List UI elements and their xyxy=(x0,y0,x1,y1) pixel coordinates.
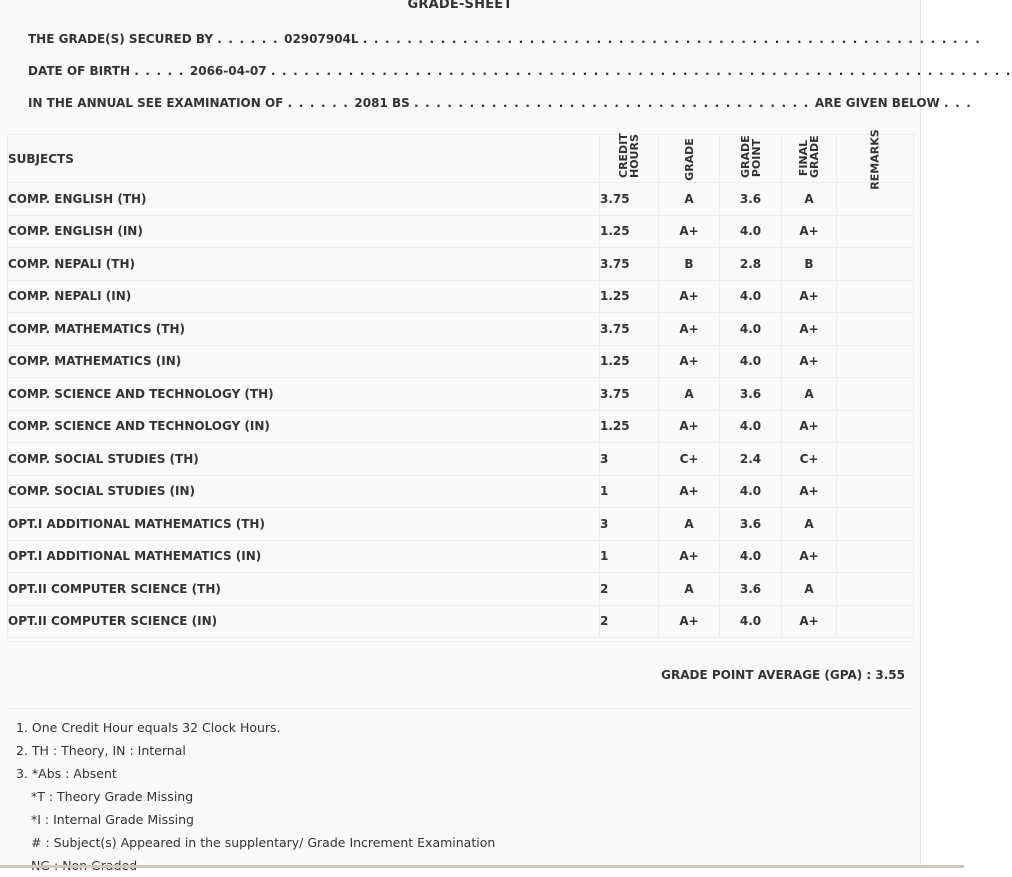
grades-table xyxy=(7,128,914,638)
table-row xyxy=(8,215,914,248)
table-row xyxy=(8,410,914,443)
symbol-number: 02907904L xyxy=(284,32,359,46)
note-item: # : Subject(s) Appeared in the supplentary/ Grade Increment Examination xyxy=(31,835,496,850)
grade-point-cell: 4.0 xyxy=(720,410,782,443)
table-row xyxy=(8,443,914,476)
dob-line xyxy=(28,63,1012,79)
dot-leader: . . . xyxy=(943,96,973,110)
remarks-cell xyxy=(837,540,914,573)
header-remarks xyxy=(837,128,914,190)
credit-hours-cell: 1 xyxy=(600,475,659,508)
remarks-cell xyxy=(837,605,914,638)
gpa-label: GRADE POINT AVERAGE (GPA) : xyxy=(661,668,872,682)
grade-point-cell: 4.0 xyxy=(720,313,782,346)
grade-point-cell: 4.0 xyxy=(720,475,782,508)
dob-label: DATE OF BIRTH xyxy=(28,64,130,78)
credit-hours-cell: 1.25 xyxy=(600,280,659,313)
grade-cell: B xyxy=(659,248,720,281)
grade-point-cell: 4.0 xyxy=(720,280,782,313)
secured-by-label: THE GRADE(S) SECURED BY xyxy=(28,32,214,46)
final-grade-cell: A+ xyxy=(782,410,837,443)
header-credit-hours-label: CREDIT HOURS xyxy=(617,133,641,178)
grade-cell: A xyxy=(659,573,720,606)
subject-cell: COMP. SCIENCE AND TECHNOLOGY (IN) xyxy=(8,410,600,443)
header-final-grade xyxy=(782,135,837,183)
page-title: GRADE-SHEET xyxy=(407,0,513,12)
grade-cell: A+ xyxy=(659,345,720,378)
grade-cell: A xyxy=(659,378,720,411)
remarks-cell xyxy=(837,345,914,378)
final-grade-cell: A+ xyxy=(782,540,837,573)
credit-hours-cell: 3.75 xyxy=(600,183,659,216)
remarks-cell xyxy=(837,280,914,313)
final-grade-cell: A+ xyxy=(782,215,837,248)
grade-point-cell: 2.4 xyxy=(720,443,782,476)
table-header-row xyxy=(8,135,914,183)
grade-cell: A xyxy=(659,508,720,541)
given-below-text: ARE GIVEN BELOW xyxy=(814,96,940,110)
final-grade-cell: A xyxy=(782,573,837,606)
remarks-cell xyxy=(837,573,914,606)
subject-cell: OPT.II COMPUTER SCIENCE (IN) xyxy=(8,605,600,638)
remarks-cell xyxy=(837,410,914,443)
credit-hours-cell: 3.75 xyxy=(600,313,659,346)
final-grade-cell: A+ xyxy=(782,280,837,313)
subject-cell: COMP. ENGLISH (TH) xyxy=(8,183,600,216)
header-credit-hours xyxy=(600,135,659,183)
grade-point-cell: 4.0 xyxy=(720,215,782,248)
exam-year: 2081 BS xyxy=(354,96,410,110)
grade-point-cell: 3.6 xyxy=(720,183,782,216)
remarks-cell xyxy=(837,378,914,411)
table-row xyxy=(8,605,914,638)
note-item: 1. One Credit Hour equals 32 Clock Hours. xyxy=(16,720,281,735)
grade-cell: A xyxy=(659,183,720,216)
grade-point-cell: 3.6 xyxy=(720,573,782,606)
final-grade-cell: A xyxy=(782,183,837,216)
table-row xyxy=(8,248,914,281)
grade-point-cell: 3.6 xyxy=(720,508,782,541)
dob-value: 2066-04-07 xyxy=(189,64,267,78)
table-row xyxy=(8,540,914,573)
gpa-section xyxy=(7,641,913,709)
final-grade-cell: A+ xyxy=(782,313,837,346)
table-row xyxy=(8,573,914,606)
remarks-cell xyxy=(837,443,914,476)
header-grade-point xyxy=(720,135,782,183)
table-row xyxy=(8,183,914,216)
final-grade-cell: A xyxy=(782,378,837,411)
remarks-cell xyxy=(837,248,914,281)
credit-hours-cell: 1 xyxy=(600,540,659,573)
remarks-cell xyxy=(837,215,914,248)
grade-cell: A+ xyxy=(659,540,720,573)
subject-cell: COMP. ENGLISH (IN) xyxy=(8,215,600,248)
subject-cell: COMP. NEPALI (IN) xyxy=(8,280,600,313)
dot-leader: . . . . . . xyxy=(217,32,285,46)
subject-cell: COMP. MATHEMATICS (IN) xyxy=(8,345,600,378)
table-row xyxy=(8,280,914,313)
credit-hours-cell: 1.25 xyxy=(600,345,659,378)
header-final-grade-label: FINAL GRADE xyxy=(797,135,821,178)
exam-label: IN THE ANNUAL SEE EXAMINATION OF xyxy=(28,96,284,110)
table-row xyxy=(8,345,914,378)
grade-cell: C+ xyxy=(659,443,720,476)
dot-leader: . . . . . . . . . . . . . . . . . . . . . . . . . . . . . . . . . . . . . . . . . . . . . . . . . . . . . . . . . . . . . . . . . . . xyxy=(270,64,1012,78)
grade-cell: A+ xyxy=(659,280,720,313)
grade-point-cell: 3.6 xyxy=(720,378,782,411)
dot-leader: . . . . . . xyxy=(287,96,355,110)
credit-hours-cell: 2 xyxy=(600,605,659,638)
final-grade-cell: C+ xyxy=(782,443,837,476)
grade-point-cell: 2.8 xyxy=(720,248,782,281)
table-row xyxy=(8,508,914,541)
grade-cell: A+ xyxy=(659,475,720,508)
remarks-cell xyxy=(837,313,914,346)
note-item: 2. TH : Theory, IN : Internal xyxy=(16,743,186,758)
exam-line xyxy=(28,95,972,111)
dot-leader: . . . . . . . . . . . . . . . . . . . . . . . . . . . . . . . . . . . . xyxy=(413,96,815,110)
credit-hours-cell: 1.25 xyxy=(600,410,659,443)
subject-cell: OPT.I ADDITIONAL MATHEMATICS (IN) xyxy=(8,540,600,573)
grade-cell: A+ xyxy=(659,215,720,248)
subject-cell: COMP. MATHEMATICS (TH) xyxy=(8,313,600,346)
remarks-cell xyxy=(837,475,914,508)
credit-hours-cell: 3 xyxy=(600,508,659,541)
final-grade-cell: A xyxy=(782,508,837,541)
grade-point-cell: 4.0 xyxy=(720,540,782,573)
secured-by-line xyxy=(28,31,981,47)
subject-cell: COMP. NEPALI (TH) xyxy=(8,248,600,281)
notes-section xyxy=(16,716,495,877)
credit-hours-cell: 1.25 xyxy=(600,215,659,248)
note-item: *I : Internal Grade Missing xyxy=(31,812,194,827)
credit-hours-cell: 3 xyxy=(600,443,659,476)
final-grade-cell: B xyxy=(782,248,837,281)
subject-cell: COMP. SOCIAL STUDIES (TH) xyxy=(8,443,600,476)
header-grade xyxy=(659,135,720,183)
dot-leader: . . . . . xyxy=(134,64,190,78)
grade-point-cell: 4.0 xyxy=(720,605,782,638)
note-item: 3. *Abs : Absent xyxy=(16,766,117,781)
header-subjects: SUBJECTS xyxy=(8,135,600,183)
final-grade-cell: A+ xyxy=(782,605,837,638)
table-row xyxy=(8,475,914,508)
dot-leader: . . . . . . . . . . . . . . . . . . . . . . . . . . . . . . . . . . . . . . . . . . . . . . . . . . . . . . . . xyxy=(362,32,981,46)
gpa-line xyxy=(661,668,905,682)
table-row xyxy=(8,313,914,346)
grade-point-cell: 4.0 xyxy=(720,345,782,378)
subject-cell: OPT.II COMPUTER SCIENCE (TH) xyxy=(8,573,600,606)
header-remarks-label: REMARKS xyxy=(868,128,882,190)
subject-cell: COMP. SOCIAL STUDIES (IN) xyxy=(8,475,600,508)
final-grade-cell: A+ xyxy=(782,345,837,378)
bottom-divider xyxy=(0,865,964,868)
grade-cell: A+ xyxy=(659,313,720,346)
grade-cell: A+ xyxy=(659,605,720,638)
note-item: *T : Theory Grade Missing xyxy=(31,789,194,804)
final-grade-cell: A+ xyxy=(782,475,837,508)
credit-hours-cell: 2 xyxy=(600,573,659,606)
subject-cell: OPT.I ADDITIONAL MATHEMATICS (TH) xyxy=(8,508,600,541)
subject-cell: COMP. SCIENCE AND TECHNOLOGY (TH) xyxy=(8,378,600,411)
header-grade-label: GRADE xyxy=(682,137,696,181)
credit-hours-cell: 3.75 xyxy=(600,378,659,411)
header-grade-point-label: GRADE POINT xyxy=(738,135,763,178)
remarks-cell xyxy=(837,508,914,541)
table-row xyxy=(8,378,914,411)
gpa-value: 3.55 xyxy=(875,668,905,682)
credit-hours-cell: 3.75 xyxy=(600,248,659,281)
grade-cell: A+ xyxy=(659,410,720,443)
